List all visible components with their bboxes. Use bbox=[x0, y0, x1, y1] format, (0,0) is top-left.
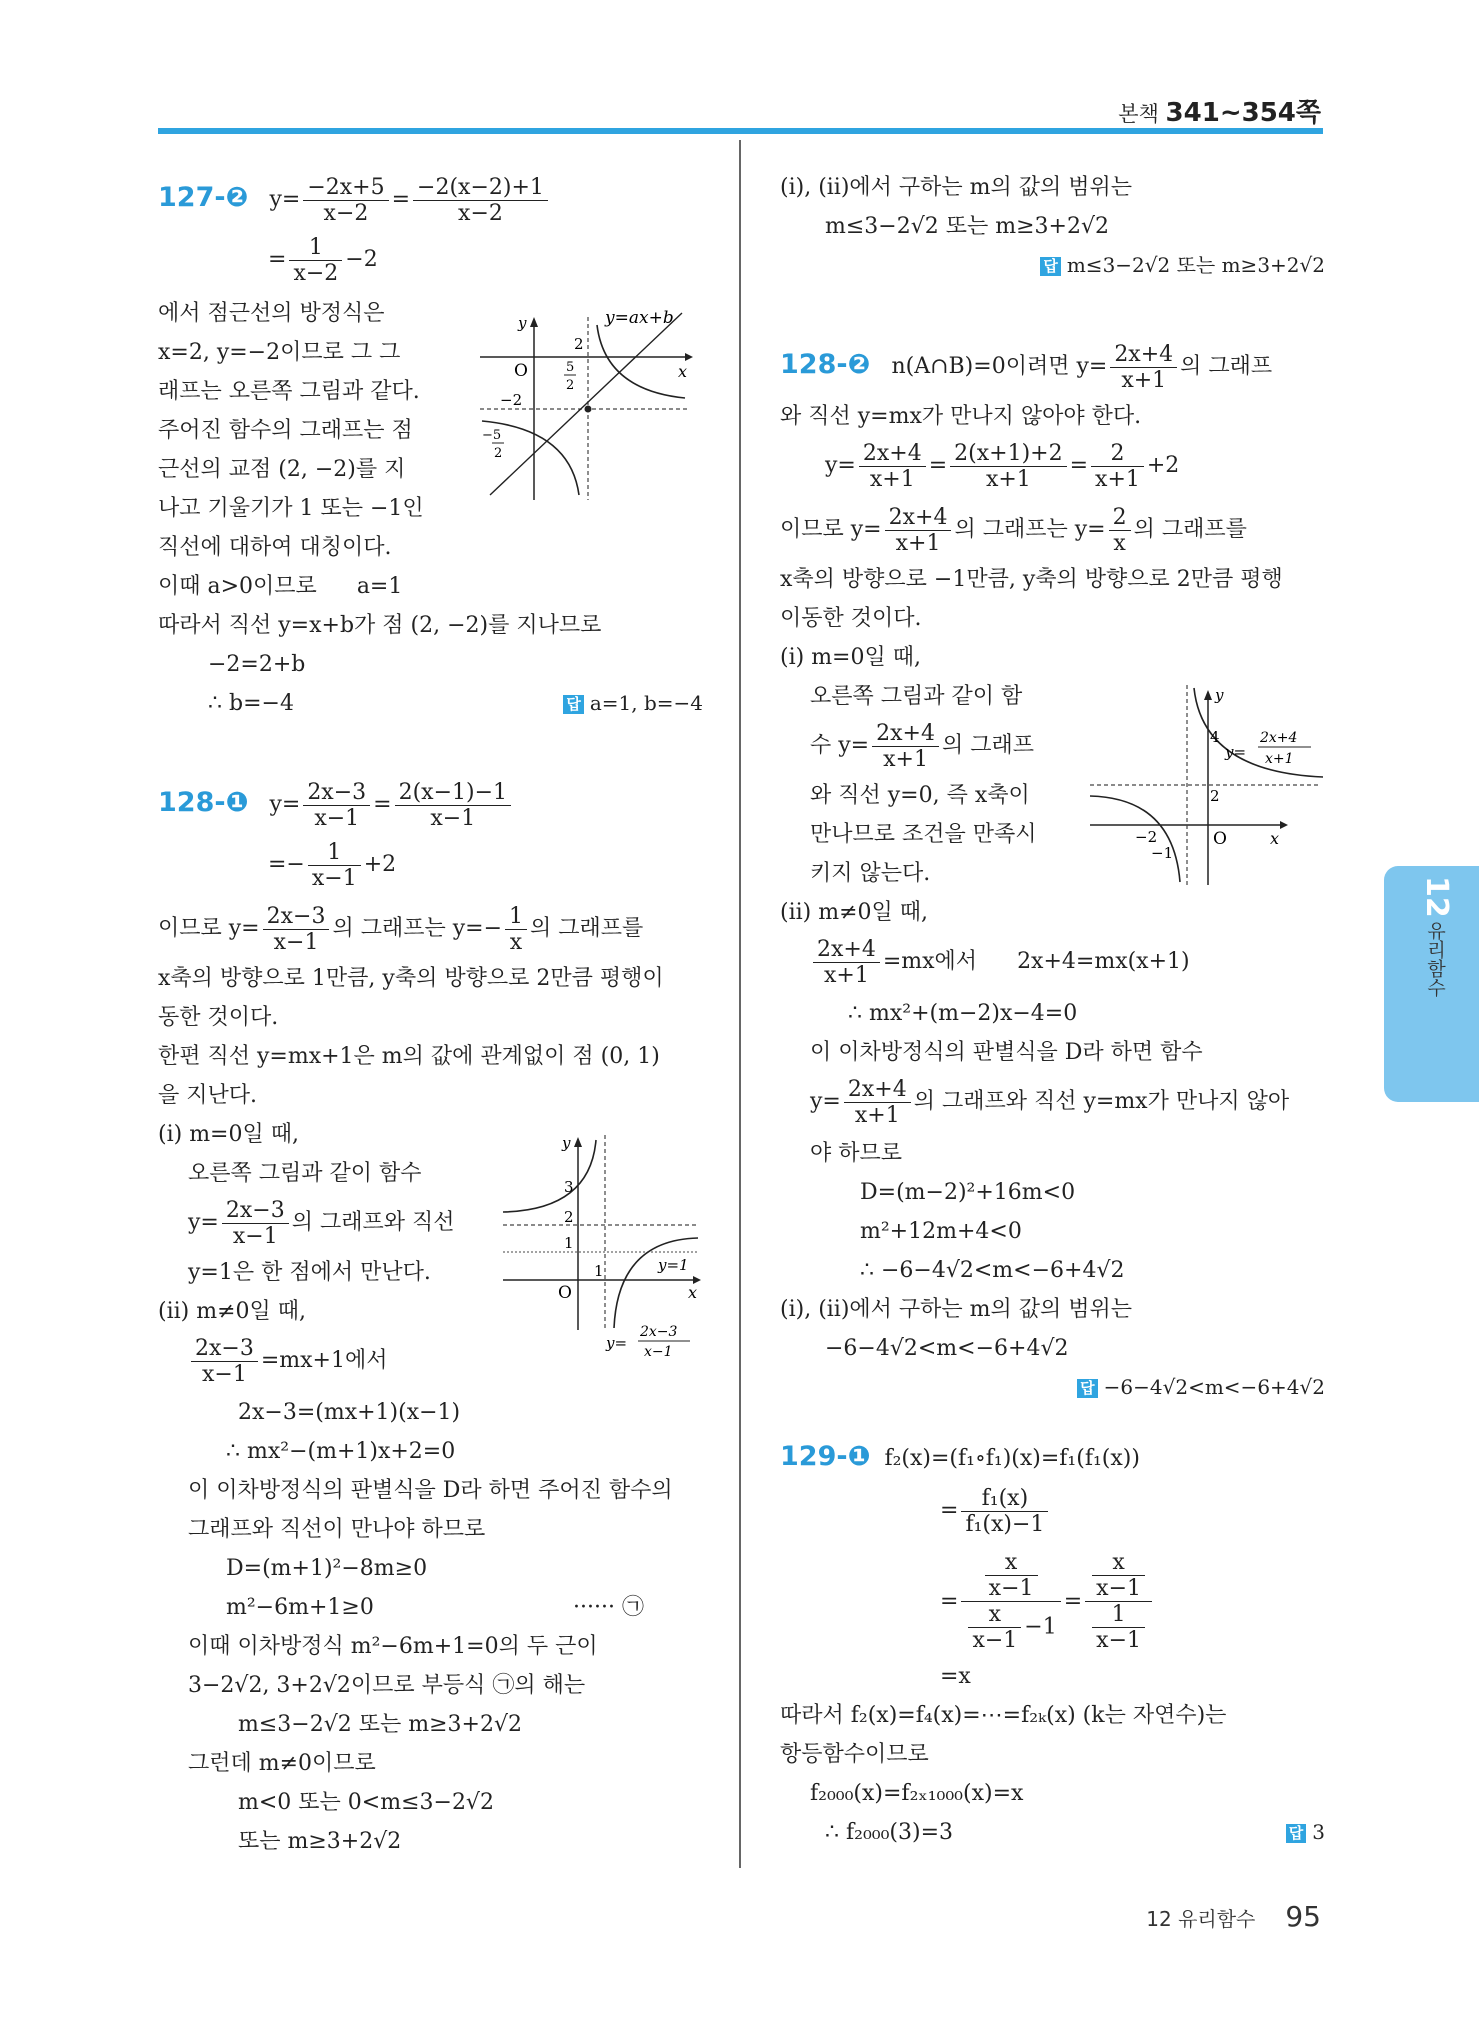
numerator: 2x+4 bbox=[859, 441, 926, 467]
text-line: 2x−3=(mx+1)(x−1) bbox=[238, 1400, 461, 1425]
tick-label: 1 bbox=[594, 1262, 604, 1280]
numerator: 1 bbox=[289, 235, 342, 261]
text-line: 3−2√2, 3+2√2이므로 부등식 ㉠의 해는 bbox=[188, 1673, 586, 1698]
numerator: −2x+5 bbox=[303, 175, 388, 201]
graph-128-2 bbox=[1085, 680, 1325, 890]
answer-mark: 답 bbox=[1040, 257, 1061, 276]
text-line: ∴ mx²−(m+1)x+2=0 bbox=[226, 1439, 456, 1464]
eq-text: y= bbox=[825, 453, 856, 478]
answer-text: 3 bbox=[1312, 1820, 1325, 1844]
graph-128-1 bbox=[498, 1130, 708, 1360]
text-line: 만나므로 조건을 만족시 bbox=[810, 822, 1037, 847]
text-line: f₂₀₀₀(x)=f₂ₓ₁₀₀₀(x)=x bbox=[810, 1781, 1024, 1806]
problem-number: 128-❶ bbox=[158, 787, 249, 818]
text: n(A∩B)=0이려면 y= bbox=[891, 354, 1108, 379]
text-line bbox=[780, 1813, 1325, 1852]
text-line: 한편 직선 y=mx+1은 m의 값에 관계없이 점 (0, 1) bbox=[158, 1044, 660, 1069]
text-line: =x bbox=[940, 1664, 971, 1689]
denominator: x+1 bbox=[1095, 466, 1140, 492]
text-line: m²+12m+4<0 bbox=[860, 1219, 1022, 1244]
p128-1-eq2 bbox=[158, 835, 703, 899]
answer-text: −6−4√2<m<−6+4√2 bbox=[1103, 1375, 1325, 1399]
denominator: x−1 bbox=[314, 805, 360, 831]
numerator: 1 bbox=[1092, 1602, 1145, 1628]
p129-l2 bbox=[780, 1481, 1325, 1545]
text: =mx에서 bbox=[882, 949, 978, 974]
numerator: f₁(x) bbox=[961, 1486, 1048, 1512]
denominator: x bbox=[509, 929, 523, 955]
fraction bbox=[395, 780, 511, 831]
numerator: 2x−3 bbox=[303, 780, 370, 806]
text-line: D=(m−2)²+16m<0 bbox=[860, 1180, 1076, 1205]
text: ∴ b=−4 bbox=[208, 691, 294, 716]
answer bbox=[1077, 1368, 1325, 1407]
answer bbox=[563, 684, 703, 723]
fraction bbox=[872, 721, 939, 772]
denominator: x−1 bbox=[232, 1223, 278, 1249]
text-line bbox=[780, 500, 1325, 560]
x-arrow-icon bbox=[685, 353, 693, 361]
text-line: 이동한 것이다. bbox=[780, 606, 922, 631]
complex-fraction bbox=[1085, 1550, 1152, 1653]
text: 이때 a>0이므로 bbox=[158, 574, 317, 599]
numerator: 2x−3 bbox=[222, 1198, 289, 1224]
numerator: 2 bbox=[1091, 441, 1144, 467]
text-line: 그래프와 직선이 만나야 하므로 bbox=[188, 1517, 486, 1542]
origin-label: O bbox=[514, 361, 528, 381]
text: 의 그래프 bbox=[1180, 354, 1273, 379]
denominator: x+1 bbox=[883, 746, 928, 772]
fraction bbox=[303, 780, 370, 831]
text-line: 나고 기울기가 1 또는 −1인 bbox=[158, 496, 424, 521]
denominator: x−1 bbox=[972, 1627, 1018, 1653]
answer bbox=[1286, 1813, 1325, 1852]
text-line: (ⅱ) m≠0일 때, bbox=[158, 1299, 307, 1324]
text-line bbox=[780, 1072, 1325, 1134]
text-line: y=1은 한 점에서 만난다. bbox=[188, 1260, 431, 1285]
text-line: 에서 점근선의 방정식은 bbox=[158, 301, 385, 326]
fraction bbox=[844, 1077, 911, 1128]
p128-2-l1 bbox=[780, 335, 1325, 397]
x-label: x bbox=[678, 362, 688, 381]
text: 의 그래프를 bbox=[1133, 517, 1247, 542]
tick-label: 2 bbox=[494, 446, 503, 461]
text-line: (ⅰ) m=0일 때, bbox=[780, 645, 921, 670]
origin-label: O bbox=[558, 1283, 572, 1303]
numerator: 2x−3 bbox=[263, 904, 330, 930]
fraction bbox=[1110, 342, 1177, 393]
text: y= bbox=[810, 1089, 841, 1114]
text-line: (ⅰ) m=0일 때, bbox=[158, 1122, 299, 1147]
problem-number: 129-❶ bbox=[780, 1441, 871, 1472]
text-line: 이 이차방정식의 판별식을 D라 하면 주어진 함수의 bbox=[188, 1478, 673, 1503]
answer bbox=[1040, 246, 1325, 285]
numerator: −2(x−2)+1 bbox=[413, 175, 548, 201]
page-footer bbox=[1146, 1900, 1321, 1933]
denominator: x−1 bbox=[202, 1361, 247, 1387]
fraction bbox=[1092, 1602, 1145, 1653]
text-line: 이때 이차방정식 m²−6m+1=0의 두 근이 bbox=[188, 1634, 598, 1659]
x-label: x bbox=[688, 1283, 698, 1302]
fraction bbox=[308, 840, 361, 891]
numerator: 2(x−1)−1 bbox=[395, 780, 511, 806]
p127-eq1 bbox=[158, 168, 703, 230]
text-line bbox=[158, 567, 703, 606]
denominator: x−2 bbox=[458, 200, 503, 226]
text-line: 을 지난다. bbox=[158, 1083, 257, 1108]
tick-label: 4 bbox=[1210, 728, 1220, 746]
eq-text: =− bbox=[268, 852, 305, 877]
eq-text: = bbox=[928, 453, 948, 478]
page-header bbox=[1118, 92, 1321, 129]
eq-text: −2 bbox=[345, 247, 378, 272]
text-line: m≤3−2√2 또는 m≥3+2√2 bbox=[825, 214, 1109, 239]
fraction bbox=[985, 1550, 1038, 1601]
denominator: x−1 bbox=[1096, 1575, 1141, 1601]
text-line: (ⅱ) m≠0일 때, bbox=[780, 900, 929, 925]
tick-label: −5 bbox=[482, 428, 502, 443]
origin-label: O bbox=[1213, 829, 1227, 849]
text: 이므로 y= bbox=[158, 916, 260, 941]
answer-mark: 답 bbox=[1286, 1824, 1307, 1843]
numerator: 2x+4 bbox=[813, 937, 880, 963]
tick-label: −2 bbox=[500, 391, 523, 409]
text-line: ∴ −6−4√2<m<−6+4√2 bbox=[860, 1258, 1125, 1283]
right-column bbox=[780, 168, 1325, 1852]
text: 의 그래프는 y= bbox=[954, 517, 1106, 542]
fraction bbox=[505, 904, 527, 955]
header-prefix: 본책 bbox=[1118, 102, 1159, 126]
text-line: x=2, y=−2이므로 그 그 bbox=[158, 340, 401, 365]
equation-tag: ······ ㉠ bbox=[573, 1595, 644, 1620]
text-line: x축의 방향으로 −1만큼, y축의 방향으로 2만큼 평행 bbox=[780, 567, 1283, 592]
text-line: 오른쪽 그림과 같이 함수 bbox=[188, 1161, 422, 1186]
text-line: (ⅰ), (ⅱ)에서 구하는 m의 값의 범위는 bbox=[780, 1297, 1133, 1322]
eq-text: y= bbox=[269, 792, 301, 817]
denominator: x bbox=[1113, 530, 1126, 556]
eq-text: = bbox=[1069, 453, 1089, 478]
y-label: y bbox=[1215, 686, 1224, 704]
label-line: y=ax+b bbox=[605, 308, 674, 328]
text-line bbox=[158, 899, 703, 959]
text-line: (ⅰ), (ⅱ)에서 구하는 m의 값의 범위는 bbox=[780, 175, 1133, 200]
fraction bbox=[1092, 1550, 1145, 1601]
text-line bbox=[158, 684, 703, 723]
numerator: 2(x+1)+2 bbox=[950, 441, 1066, 467]
tick-label: 2 bbox=[564, 1208, 574, 1226]
answer-mark: 답 bbox=[563, 695, 584, 714]
p129-l3 bbox=[780, 1545, 1325, 1657]
page-number: 95 bbox=[1285, 1900, 1321, 1933]
denominator: x+1 bbox=[869, 466, 915, 492]
eq-text: y= bbox=[269, 187, 301, 212]
denominator: x+1 bbox=[1121, 367, 1167, 393]
intersection-point bbox=[585, 406, 592, 413]
text-line bbox=[158, 1588, 703, 1627]
denominator: x−1 bbox=[1096, 1627, 1141, 1653]
text-line: ∴ mx²+(m−2)x−4=0 bbox=[848, 1001, 1078, 1026]
eq-text: +2 bbox=[1146, 453, 1180, 478]
tick-label: 1 bbox=[564, 1234, 574, 1252]
fraction bbox=[191, 1336, 258, 1387]
answer-mark: 답 bbox=[1077, 1379, 1098, 1398]
text-line bbox=[780, 932, 1325, 994]
numerator: x bbox=[1092, 1550, 1145, 1576]
numerator: 2x−3 bbox=[191, 1336, 258, 1362]
label-function-den: x−1 bbox=[644, 1344, 673, 1360]
text: 의 그래프와 직선 y=mx가 만나지 않아 bbox=[913, 1089, 1290, 1114]
text-line: 이 이차방정식의 판별식을 D라 하면 함수 bbox=[810, 1040, 1203, 1065]
numerator: 2 bbox=[1109, 505, 1131, 531]
header-rule bbox=[158, 128, 1323, 134]
label-line: y=1 bbox=[658, 1256, 689, 1274]
text: 이므로 y= bbox=[780, 517, 882, 542]
text-line: 래프는 오른쪽 그림과 같다. bbox=[158, 379, 420, 404]
fraction bbox=[1091, 441, 1144, 492]
text: =mx+1에서 bbox=[260, 1348, 388, 1373]
fraction bbox=[413, 175, 548, 226]
eq-text: −1 bbox=[1024, 1614, 1057, 1639]
text-line: 동한 것이다. bbox=[158, 1005, 279, 1030]
eq-text: +2 bbox=[363, 852, 397, 877]
fraction bbox=[1109, 505, 1131, 556]
fraction bbox=[885, 505, 952, 556]
denominator: x−2 bbox=[293, 260, 339, 286]
numerator: 1 bbox=[505, 904, 527, 930]
fraction bbox=[263, 904, 330, 955]
text: f₂(x)=(f₁∘f₁)(x)=f₁(f₁(x)) bbox=[884, 1446, 1140, 1471]
tick-label: 3 bbox=[564, 1178, 574, 1196]
denominator: x+1 bbox=[895, 530, 941, 556]
denominator: x+1 bbox=[985, 466, 1031, 492]
fraction bbox=[289, 235, 342, 286]
denominator: x−1 bbox=[430, 805, 476, 831]
numerator: 2x+4 bbox=[1110, 342, 1177, 368]
header-pages: 341~354쪽 bbox=[1165, 98, 1321, 128]
fraction bbox=[859, 441, 926, 492]
text-line: 직선에 대하여 대칭이다. bbox=[158, 535, 392, 560]
text-line: −6−4√2<m<−6+4√2 bbox=[825, 1336, 1069, 1361]
label-function-den: x+1 bbox=[1265, 751, 1294, 767]
text-line: m≤3−2√2 또는 m≥3+2√2 bbox=[238, 1712, 522, 1737]
denominator: x+1 bbox=[854, 1102, 900, 1128]
text-line: 따라서 f₂(x)=f₄(x)=⋯=f₂ₖ(x) (k는 자연수)는 bbox=[780, 1703, 1227, 1728]
text-line: 키지 않는다. bbox=[810, 861, 931, 886]
eq-text: = bbox=[391, 187, 411, 212]
answer-text: a=1, b=−4 bbox=[589, 691, 703, 715]
numerator bbox=[1085, 1550, 1152, 1602]
tick-label: 5 bbox=[566, 360, 575, 375]
denominator: x−2 bbox=[323, 200, 369, 226]
problem-number: 128-❷ bbox=[780, 349, 871, 380]
fraction bbox=[968, 1602, 1021, 1653]
y-arrow-icon bbox=[530, 317, 538, 327]
y-label: y bbox=[562, 1134, 571, 1152]
text: y= bbox=[188, 1210, 219, 1235]
chapter-side-tab bbox=[1384, 866, 1479, 1102]
fraction bbox=[222, 1198, 289, 1249]
eq-text: = bbox=[268, 247, 287, 272]
eq-text: = bbox=[1063, 1588, 1083, 1614]
chapter-label: 유리함수 bbox=[1424, 921, 1446, 997]
text: 2x+4=mx(x+1) bbox=[1017, 949, 1190, 974]
numerator: 2x+4 bbox=[872, 721, 939, 747]
text-line: 오른쪽 그림과 같이 함 bbox=[810, 684, 1023, 709]
y-label: y bbox=[518, 314, 527, 332]
text-line: 주어진 함수의 그래프는 점 bbox=[158, 418, 413, 443]
text-line: 따라서 직선 y=x+b가 점 (2, −2)를 지나므로 bbox=[158, 613, 602, 638]
p129-l1 bbox=[780, 1437, 1325, 1481]
tick-label: 2 bbox=[1210, 787, 1220, 805]
curve-branch-right bbox=[597, 325, 688, 398]
text-line: 와 직선 y=mx가 만나지 않아야 한다. bbox=[780, 404, 1142, 429]
denominator: x−1 bbox=[273, 929, 319, 955]
fraction bbox=[303, 175, 388, 226]
footer-chapter: 12 유리함수 bbox=[1146, 1907, 1256, 1931]
answer-text: m≤3−2√2 또는 m≥3+2√2 bbox=[1066, 253, 1325, 277]
text: a=1 bbox=[356, 574, 403, 599]
denominator: x−1 bbox=[988, 1575, 1034, 1601]
text: 의 그래프를 bbox=[530, 916, 644, 941]
eq-text: = bbox=[940, 1588, 959, 1614]
numerator: x bbox=[968, 1602, 1021, 1628]
text: ∴ f₂₀₀₀(3)=3 bbox=[825, 1820, 954, 1845]
text-line: x축의 방향으로 1만큼, y축의 방향으로 2만큼 평행이 bbox=[158, 966, 664, 991]
tick-label: −2 bbox=[1135, 828, 1158, 846]
p127-eq2 bbox=[158, 230, 703, 294]
denominator: x+1 bbox=[824, 962, 869, 988]
numerator: 2x+4 bbox=[885, 505, 952, 531]
eq-text: = bbox=[373, 792, 392, 817]
text: 수 y= bbox=[810, 733, 870, 758]
text: 의 그래프와 직선 bbox=[291, 1210, 455, 1235]
text: 의 그래프 bbox=[941, 733, 1034, 758]
numerator: 2x+4 bbox=[844, 1077, 911, 1103]
denominator: f₁(x)−1 bbox=[965, 1511, 1045, 1537]
text-line bbox=[780, 246, 1325, 285]
graph-127 bbox=[470, 305, 710, 505]
curve-branch-left bbox=[503, 1140, 596, 1212]
text-line: −2=2+b bbox=[208, 652, 306, 677]
text-line: 야 하므로 bbox=[810, 1141, 903, 1166]
numerator: 1 bbox=[308, 840, 361, 866]
label-function: y= bbox=[1225, 743, 1247, 761]
tick-label: 2 bbox=[566, 378, 575, 393]
text-line: 항등함수이므로 bbox=[780, 1742, 929, 1767]
denominator bbox=[1085, 1602, 1152, 1653]
fraction bbox=[961, 1486, 1048, 1537]
p128-1-eq1 bbox=[158, 773, 703, 835]
text-line: D=(m+1)²−8m≥0 bbox=[226, 1556, 428, 1581]
y-arrow-icon bbox=[574, 1137, 582, 1147]
text-line: 또는 m≥3+2√2 bbox=[238, 1829, 402, 1854]
label-function: y= bbox=[606, 1334, 628, 1352]
numerator: x bbox=[985, 1550, 1038, 1576]
numerator bbox=[961, 1550, 1060, 1602]
text-line bbox=[780, 1368, 1325, 1407]
x-label: x bbox=[1270, 829, 1280, 848]
chapter-number: 12 bbox=[1419, 876, 1454, 918]
column-divider bbox=[739, 140, 741, 1868]
p128-2-eq bbox=[780, 436, 1325, 500]
tick-label: 2 bbox=[574, 335, 584, 353]
y-arrow-icon bbox=[1204, 690, 1212, 700]
denominator bbox=[961, 1602, 1060, 1653]
complex-fraction bbox=[961, 1550, 1060, 1653]
tick-label: −1 bbox=[1151, 844, 1174, 862]
eq-text: = bbox=[940, 1498, 959, 1523]
label-function-num: 2x+4 bbox=[1260, 730, 1298, 746]
x-arrow-icon bbox=[1280, 821, 1288, 829]
problem-number: 127-❷ bbox=[158, 182, 249, 213]
fraction bbox=[950, 441, 1066, 492]
text-line: 근선의 교점 (2, −2)를 지 bbox=[158, 457, 406, 482]
fraction bbox=[813, 937, 880, 988]
text-line: 그런데 m≠0이므로 bbox=[188, 1751, 376, 1776]
text-line: 와 직선 y=0, 즉 x축이 bbox=[810, 783, 1030, 808]
text: m²−6m+1≥0 bbox=[226, 1595, 374, 1620]
text: 의 그래프는 y=− bbox=[332, 916, 503, 941]
label-function-num: 2x−3 bbox=[640, 1324, 678, 1340]
denominator: x−1 bbox=[311, 865, 357, 891]
text-line: m<0 또는 0<m≤3−2√2 bbox=[238, 1790, 494, 1815]
